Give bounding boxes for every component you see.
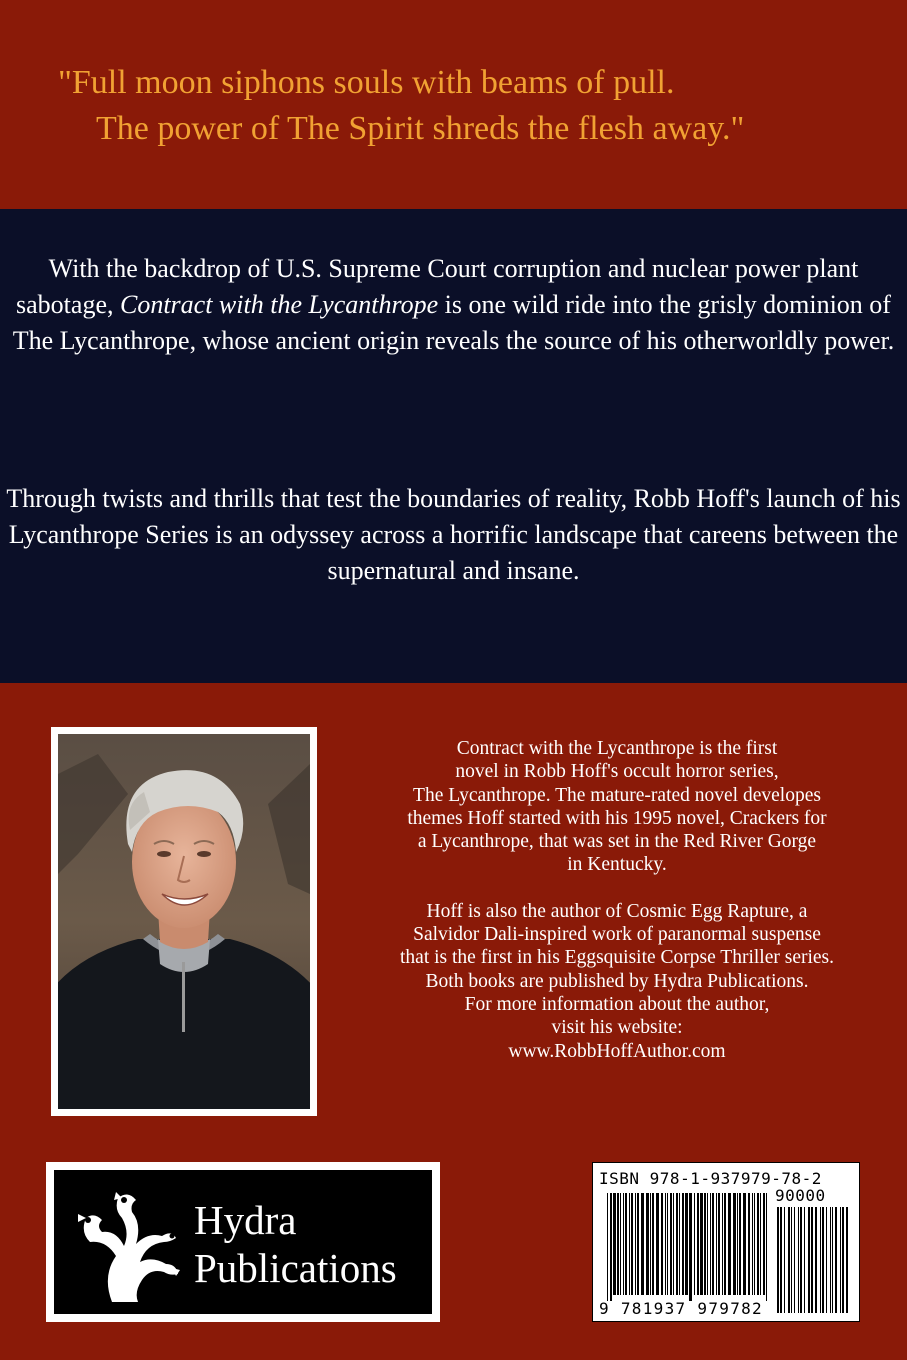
isbn-barcode [592, 1162, 860, 1322]
barcode-bar [656, 1193, 659, 1295]
barcode-bar [780, 1207, 782, 1313]
epigraph-quote [0, 60, 907, 152]
barcode-bar [784, 1207, 785, 1313]
bio-line: in Kentucky. [567, 854, 667, 876]
author-photo [51, 727, 317, 1116]
synopsis-text: is one wild ride into the grisly dominion of The Lycanthrope, whose ancient origin reveals the source of his otherworldly power. [12, 290, 895, 355]
barcode-bar [697, 1193, 699, 1295]
barcode-bar [650, 1193, 651, 1295]
barcode-bar [617, 1193, 619, 1295]
barcode-bar [763, 1193, 765, 1295]
barcode-bar [737, 1193, 738, 1295]
barcode-bar [607, 1193, 608, 1301]
author-portrait-image [58, 734, 310, 1109]
bio-line: Salvidor Dali-inspired work of paranormal suspense [413, 924, 821, 946]
barcode-bar [826, 1207, 827, 1313]
bio-line: visit his website: [551, 1017, 683, 1039]
barcode-bar [757, 1193, 759, 1295]
barcode-bar [808, 1207, 810, 1313]
book-title: Contract with the Lycanthrope [119, 290, 439, 319]
barcode-bar [637, 1193, 639, 1295]
barcode-bar [629, 1193, 630, 1295]
bio-line: Hoff is also the author of Cosmic Egg Rapture, a [426, 900, 808, 922]
barcode-bar [665, 1193, 666, 1295]
barcode-bar [620, 1193, 621, 1295]
barcode-bar [610, 1193, 612, 1301]
barcode-bar [788, 1207, 790, 1313]
barcode-bar [760, 1193, 761, 1295]
barcode-bar [661, 1193, 663, 1295]
barcode-bar [728, 1193, 731, 1295]
bio-line: For more information about the author, [464, 993, 770, 1015]
publisher-logo [46, 1162, 440, 1322]
barcode-bar [700, 1193, 703, 1295]
barcode-bar [641, 1193, 644, 1295]
barcode-bar [707, 1193, 708, 1295]
barcode-bar [748, 1193, 750, 1295]
barcode-bar [754, 1193, 755, 1295]
barcode-bar [673, 1193, 674, 1295]
barcode-bar [724, 1193, 726, 1295]
barcode-bar [830, 1207, 831, 1313]
barcode-bar [710, 1193, 711, 1295]
barcode-bars [593, 1163, 859, 1321]
barcode-bar [682, 1193, 684, 1295]
synopsis-paragraph-2: Through twists and thrills that test the boundaries of reality, Robb Hoff's launch of his Lycanthrope Series is an odyssey across a horrific landscape that careens between the supernatural and insane. [6, 484, 901, 585]
bio-line: a Lycanthrope, that was set in the Red River Gorge [417, 831, 817, 853]
quote-line-2: The power of The Spirit shreds the flesh away." [96, 110, 745, 147]
barcode-bar [718, 1193, 720, 1295]
barcode-bar [631, 1193, 633, 1295]
barcode-bar [835, 1207, 837, 1313]
barcode-bar [733, 1193, 736, 1295]
barcode-bar [679, 1193, 680, 1295]
barcode-bar [846, 1207, 848, 1313]
barcode-bar [635, 1193, 636, 1295]
publisher-name-line-1: Hydra [194, 1197, 297, 1243]
barcode-bar [840, 1207, 841, 1313]
bio-paragraph-2 [344, 900, 890, 1063]
barcode-bar [676, 1193, 678, 1295]
publisher-name [194, 1196, 397, 1292]
barcode-bar [722, 1193, 723, 1295]
price-addon-code: 90000 [775, 1186, 826, 1205]
barcode-bar [820, 1207, 821, 1313]
barcode-bar [822, 1207, 824, 1313]
bio-line: www.RobbHoffAuthor.com [508, 1040, 726, 1062]
barcode-bar [667, 1193, 668, 1295]
bio-paragraph-1 [344, 737, 890, 877]
barcode-bar [791, 1207, 792, 1313]
barcode-bar [794, 1207, 795, 1313]
bio-line: themes Hoff started with his 1995 novel, Crackers for [407, 807, 827, 829]
bio-line: Both books are published by Hydra Publications. [425, 970, 809, 992]
barcode-bar [766, 1193, 767, 1301]
barcode-bar [811, 1207, 813, 1313]
barcode-bar [613, 1193, 616, 1295]
barcode-bar [800, 1207, 802, 1313]
barcode-bar [832, 1207, 833, 1313]
barcode-bar [842, 1207, 844, 1313]
bio-line: The Lycanthrope. The mature-rated novel developes [413, 784, 821, 806]
barcode-bar [743, 1193, 746, 1295]
barcode-bar [798, 1207, 799, 1313]
barcode-bar [777, 1207, 779, 1313]
synopsis-panel [0, 209, 907, 683]
barcode-bar [815, 1207, 817, 1313]
barcode-bar [685, 1193, 688, 1295]
barcode-digits: 9 781937 979782 [599, 1299, 763, 1318]
isbn-number: ISBN 978-1-937979-78-2 [599, 1169, 822, 1188]
barcode-bar [804, 1207, 805, 1313]
hydra-icon [72, 1184, 184, 1302]
bio-line: novel in Robb Hoff's occult horror series, [455, 761, 779, 783]
barcode-bar [739, 1193, 741, 1295]
barcode-bar [689, 1193, 692, 1301]
barcode-bar [752, 1193, 753, 1295]
bio-line: Contract with the Lycanthrope is the first [456, 738, 778, 759]
barcode-bar [716, 1193, 717, 1295]
barcode-bar [625, 1193, 627, 1295]
synopsis-paragraph-1 [0, 251, 907, 359]
barcode-bar [712, 1193, 714, 1295]
author-bio [344, 737, 890, 1063]
barcode-bar [670, 1193, 672, 1295]
barcode-bar [694, 1193, 695, 1295]
bio-line: that is the first in his Eggsquisite Corpse Thriller series. [400, 947, 834, 969]
barcode-bar [704, 1193, 706, 1295]
barcode-bar [646, 1193, 649, 1295]
quote-line-1: "Full moon siphons souls with beams of pull. [58, 64, 675, 101]
publisher-name-line-2: Publications [194, 1245, 397, 1291]
barcode-bar [623, 1193, 624, 1295]
barcode-bar [652, 1193, 654, 1295]
synopsis-text: With the backdrop of U.S. Supreme Court corruption and nuclear power plant sabotage, [16, 254, 859, 319]
